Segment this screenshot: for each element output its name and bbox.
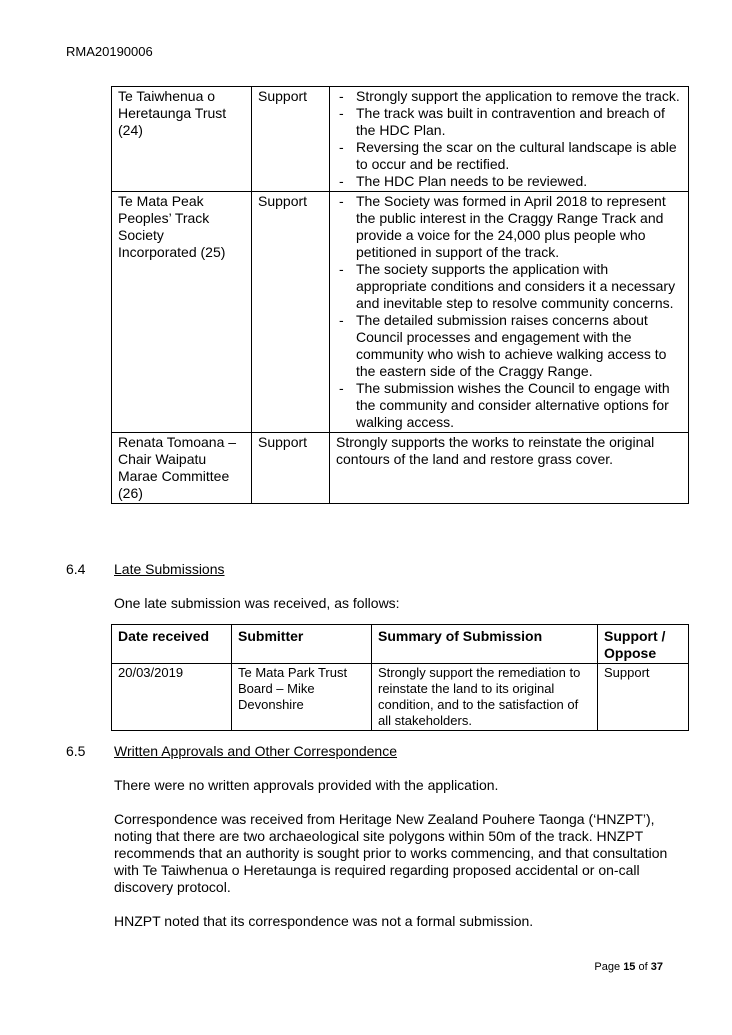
list-item: - Reversing the scar on the cultural landscape is able to occur and be rectified.	[336, 139, 682, 173]
page-number: 15	[623, 961, 636, 973]
list-item: - The HDC Plan needs to be reviewed.	[336, 173, 682, 190]
submissions-table	[111, 86, 689, 504]
late-submissions-intro: One late submission was received, as follows:	[114, 595, 400, 611]
late-submissions-table	[111, 624, 689, 731]
submitter-cell: Te Taiwhenua o Heretaunga Trust (24)	[112, 87, 252, 192]
document-reference: RMA20190006	[66, 44, 153, 59]
paragraph: Correspondence was received from Heritage New Zealand Pouhere Taonga (‘HNZPT’), noting that there are two archaeological site polygons within 50m of the track. HNZPT recommends that an authority is sought prior to works commencing, and that consultation with Te Taiwhenua o Heretaunga is required regarding proposed accidental or on-call discovery protocol.	[114, 811, 668, 895]
submitter-cell: Renata Tomoana – Chair Waipatu Marae Committee (26)	[112, 433, 252, 504]
position-cell: Support	[252, 433, 330, 504]
column-header: Summary of Submission	[372, 625, 598, 664]
paragraph: There were no written approvals provided with the application.	[114, 777, 499, 793]
section-number: 6.4	[66, 561, 86, 577]
section-number: 6.5	[66, 743, 86, 759]
list-item: - The track was built in contravention and breach of the HDC Plan.	[336, 105, 682, 139]
list-item: - The Society was formed in April 2018 to represent the public interest in the Craggy Range Track and provide a voice for the 24,000 plus people who petitioned in support of the track.	[336, 193, 682, 261]
position-cell: Support	[252, 87, 330, 192]
table-cell: Strongly support the remediation to reinstate the land to its original condition, and to the satisfaction of all stakeholders.	[372, 664, 598, 731]
summary-cell	[330, 192, 689, 433]
page-footer	[594, 961, 663, 973]
column-header: Submitter	[232, 625, 372, 664]
table-header-row	[112, 625, 689, 664]
table-cell: Te Mata Park Trust Board – Mike Devonshire	[232, 664, 372, 731]
position-cell: Support	[252, 192, 330, 433]
list-item: - The detailed submission raises concerns about Council processes and engagement with the community who wish to achieve walking access to the eastern side of the Craggy Range.	[336, 312, 682, 380]
section-title: Late Submissions	[114, 561, 225, 577]
list-item: - The society supports the application with appropriate conditions and considers it a necessary and inevitable step to resolve community concerns.	[336, 261, 682, 312]
table-row	[112, 664, 689, 731]
list-item: - The submission wishes the Council to engage with the community and consider alternative options for walking access.	[336, 380, 682, 431]
table-cell: 20/03/2019	[112, 664, 232, 731]
section-title: Written Approvals and Other Correspondence	[114, 743, 398, 759]
table-row	[112, 87, 689, 192]
list-item: - Strongly support the application to remove the track.	[336, 88, 682, 105]
page-total: 37	[650, 961, 663, 973]
table-row	[112, 433, 689, 504]
paragraph: HNZPT noted that its correspondence was not a formal submission.	[114, 913, 534, 929]
submitter-cell: Te Mata Peak Peoples’ Track Society Incorporated (25)	[112, 192, 252, 433]
summary-cell	[330, 87, 689, 192]
table-row	[112, 192, 689, 433]
column-header: Date received	[112, 625, 232, 664]
page-label: Page	[594, 961, 621, 973]
of-label: of	[638, 961, 648, 973]
summary-cell: Strongly supports the works to reinstate the original contours of the land and restore grass cover.	[330, 433, 689, 504]
column-header: Support / Oppose	[598, 625, 689, 664]
table-cell: Support	[598, 664, 689, 731]
